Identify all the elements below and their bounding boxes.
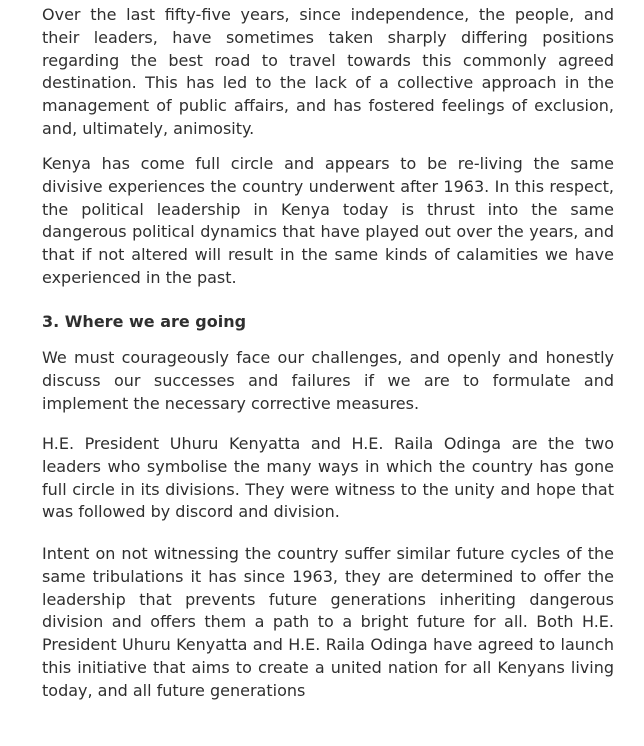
paragraph-two-leaders: H.E. President Uhuru Kenyatta and H.E. Raila Odinga are the two leaders who symbolise the many ways in which the country has gone full circle in its divisions. They were witness to the unity and hope that was followed by discord and division. xyxy=(42,434,614,522)
paragraph-challenges: We must courageously face our challenges, and openly and honestly discuss our successes and failures if we are to formulate and implement the necessary corrective measures. xyxy=(42,348,614,413)
paragraph-initiative: Intent on not witnessing the country suffer similar future cycles of the same tribulations it has since 1963, they are determined to offer the leadership that prevents future generations inheriting dangerous division and offers them a path to a bright future for all. Both H.E. President Uhuru Kenyatta and H.E. Raila Odinga have agreed to launch this initiative that aims to create a united nation for all Kenyans living today, and all future generations xyxy=(42,544,614,700)
section-heading: 3. Where we are going xyxy=(42,312,247,331)
paragraph-full-circle: Kenya has come full circle and appears to be re-living the same divisive experiences the country underwent after 1963. In this respect, the political leadership in Kenya today is thrust into the same dangerous political dynamics that have played out over the years, and that if not altered will result in the same kinds of calamities we have experienced in the past. xyxy=(42,154,614,287)
paragraph-fifty-five-years: Over the last fifty-five years, since independence, the people, and their leaders, have sometimes taken sharply differing positions regarding the best road to travel towards this commonly agreed destination. This has led to the lack of a collective approach in the management of public affairs, and has fostered feelings of exclusion, and, ultimately, animosity. xyxy=(42,5,614,138)
